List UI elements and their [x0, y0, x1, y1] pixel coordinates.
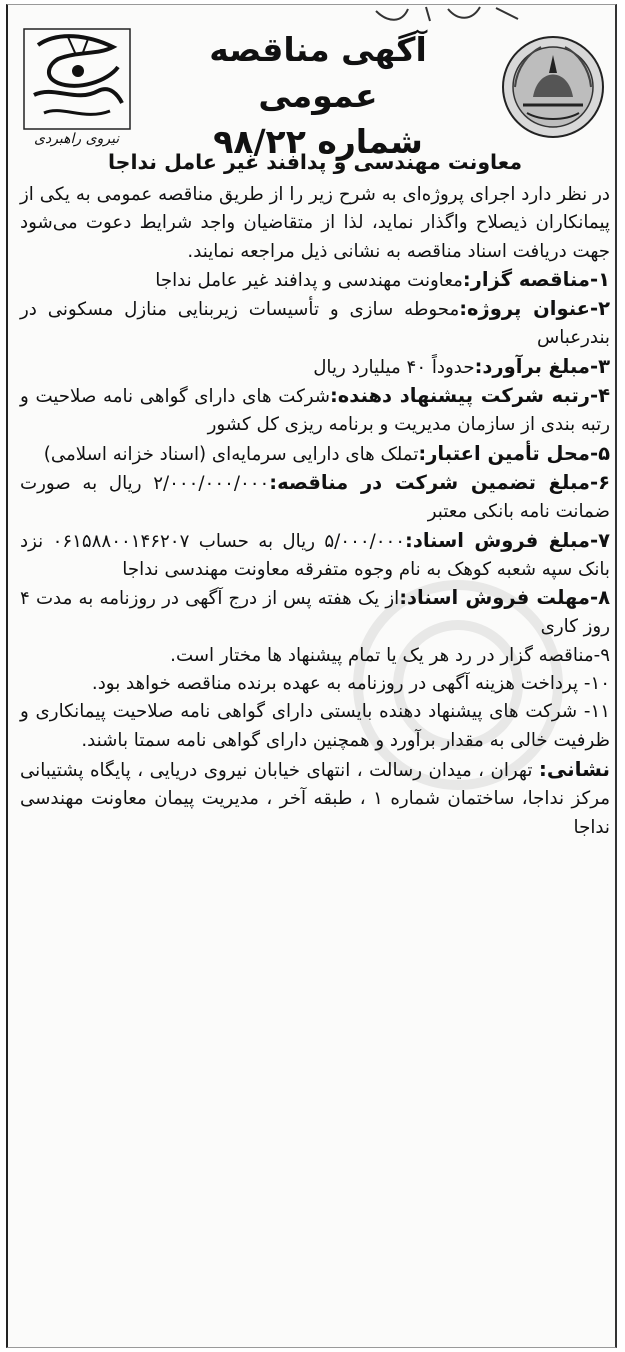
item-label: ۲-عنوان پروژه: — [459, 297, 610, 321]
item-label: ۱-مناقصه گزار: — [462, 267, 610, 291]
ad-body — [20, 145, 610, 842]
item-text: ۹-مناقصه گزار در رد هر یک یا تمام پیشنهاد ها مختار است. — [170, 644, 610, 666]
item-label: ۵-محل تأمین اعتبار: — [418, 441, 610, 465]
item-funding-source — [20, 440, 610, 469]
item-rejection-right — [20, 642, 610, 670]
address-label: نشانی: — [538, 756, 610, 781]
item-label: ۴-رتبه شرکت پیشنهاد دهنده: — [330, 384, 610, 408]
ad-number: شماره ۹۸/۲۲ — [213, 122, 423, 161]
item-text: شرکت های دارای گواهی نامه صلاحیت و رتبه بندی از سازمان مدیریت و برنامه ریزی کل کشور — [20, 386, 610, 436]
item-text: از یک هفته پس از درج آگهی در روزنامه به مدت ۴ روز کاری — [20, 588, 610, 638]
item-bid-guarantee — [20, 469, 610, 527]
item-document-price — [20, 527, 610, 585]
ad-header — [8, 13, 619, 161]
item-bidder-requirements — [20, 698, 610, 755]
item-text: ۱۱- شرکت های پیشنهاد دهنده بایستی دارای گواهی نامه صلاحیت پیمانکاری و ظرفیت خالی به مقدار برآورد و همچنین دارای گواهی نامه سمتا باشند. — [20, 701, 610, 751]
item-label: ۸-مهلت فروش اسناد: — [399, 586, 610, 610]
item-text: ۱۰- پرداخت هزینه آگهی در روزنامه به عهده برنده مناقصه خواهد بود. — [91, 673, 610, 695]
item-bidder-grade — [20, 382, 610, 440]
item-ad-cost — [20, 670, 610, 698]
ad-title: آگهی مناقصه عمومی — [209, 30, 427, 115]
item-label: ۳-مبلغ برآورد: — [474, 354, 610, 378]
item-sale-deadline — [20, 584, 610, 642]
organization-title: معاونت مهندسی و پدافند غیر عامل نداجا — [107, 150, 523, 174]
address-text: تهران ، میدان رسالت ، انتهای خیابان نیروی دریایی ، پایگاه پشتیبانی مرکز نداجا، ساختمان شماره ۱ ، طبقه آخر ، مدیریت پیمان معاونت مهندسی نداجا — [20, 759, 610, 838]
item-text: معاونت مهندسی و پدافند غیر عامل نداجا — [155, 269, 463, 291]
address-block — [20, 755, 610, 842]
item-estimate — [20, 353, 610, 382]
navy-emblem-icon — [493, 27, 613, 147]
item-tender-party — [20, 266, 610, 295]
logo-caption: نیروی راهبردی — [34, 131, 120, 147]
item-text: حدوداً ۴۰ میلیارد ریال — [313, 356, 475, 378]
item-text: ۲/۰۰۰/۰۰۰/۰۰۰ ریال به صورت ضمانت نامه بانکی معتبر — [20, 472, 610, 523]
item-text: محوطه سازی و تأسیسات زیربنایی منازل مسکونی در بندرعباس — [20, 299, 610, 349]
item-label: ۶-مبلغ تضمین شرکت در مناقصه: — [269, 470, 610, 494]
advertisement-sheet — [6, 4, 617, 1348]
item-label: ۷-مبلغ فروش اسناد: — [405, 528, 611, 552]
item-text: ۵/۰۰۰/۰۰۰ ریال به حساب ۰۶۱۵۸۸۰۰۱۴۶۲۰۷ نزد بانک سپه شعبه کوهک به نام وجوه متفرقه معاونت مهندسی نداجا — [20, 530, 610, 580]
item-text: تملک های دارایی سرمایه‌ای (اسناد خزانه اسلامی) — [43, 443, 419, 465]
item-project-title — [20, 295, 610, 353]
intro-paragraph: در نظر دارد اجرای پروژه‌ای به شرح زیر را از طریق مناقصه عمومی به یکی از پیمانکاران ذیصلاح واگذار نماید، لذا از متقاضیان واجد شرایط دعوت می‌شود جهت دریافت اسناد مناقصه به نشانی ذیل مراجعه نمایند. — [20, 184, 610, 262]
